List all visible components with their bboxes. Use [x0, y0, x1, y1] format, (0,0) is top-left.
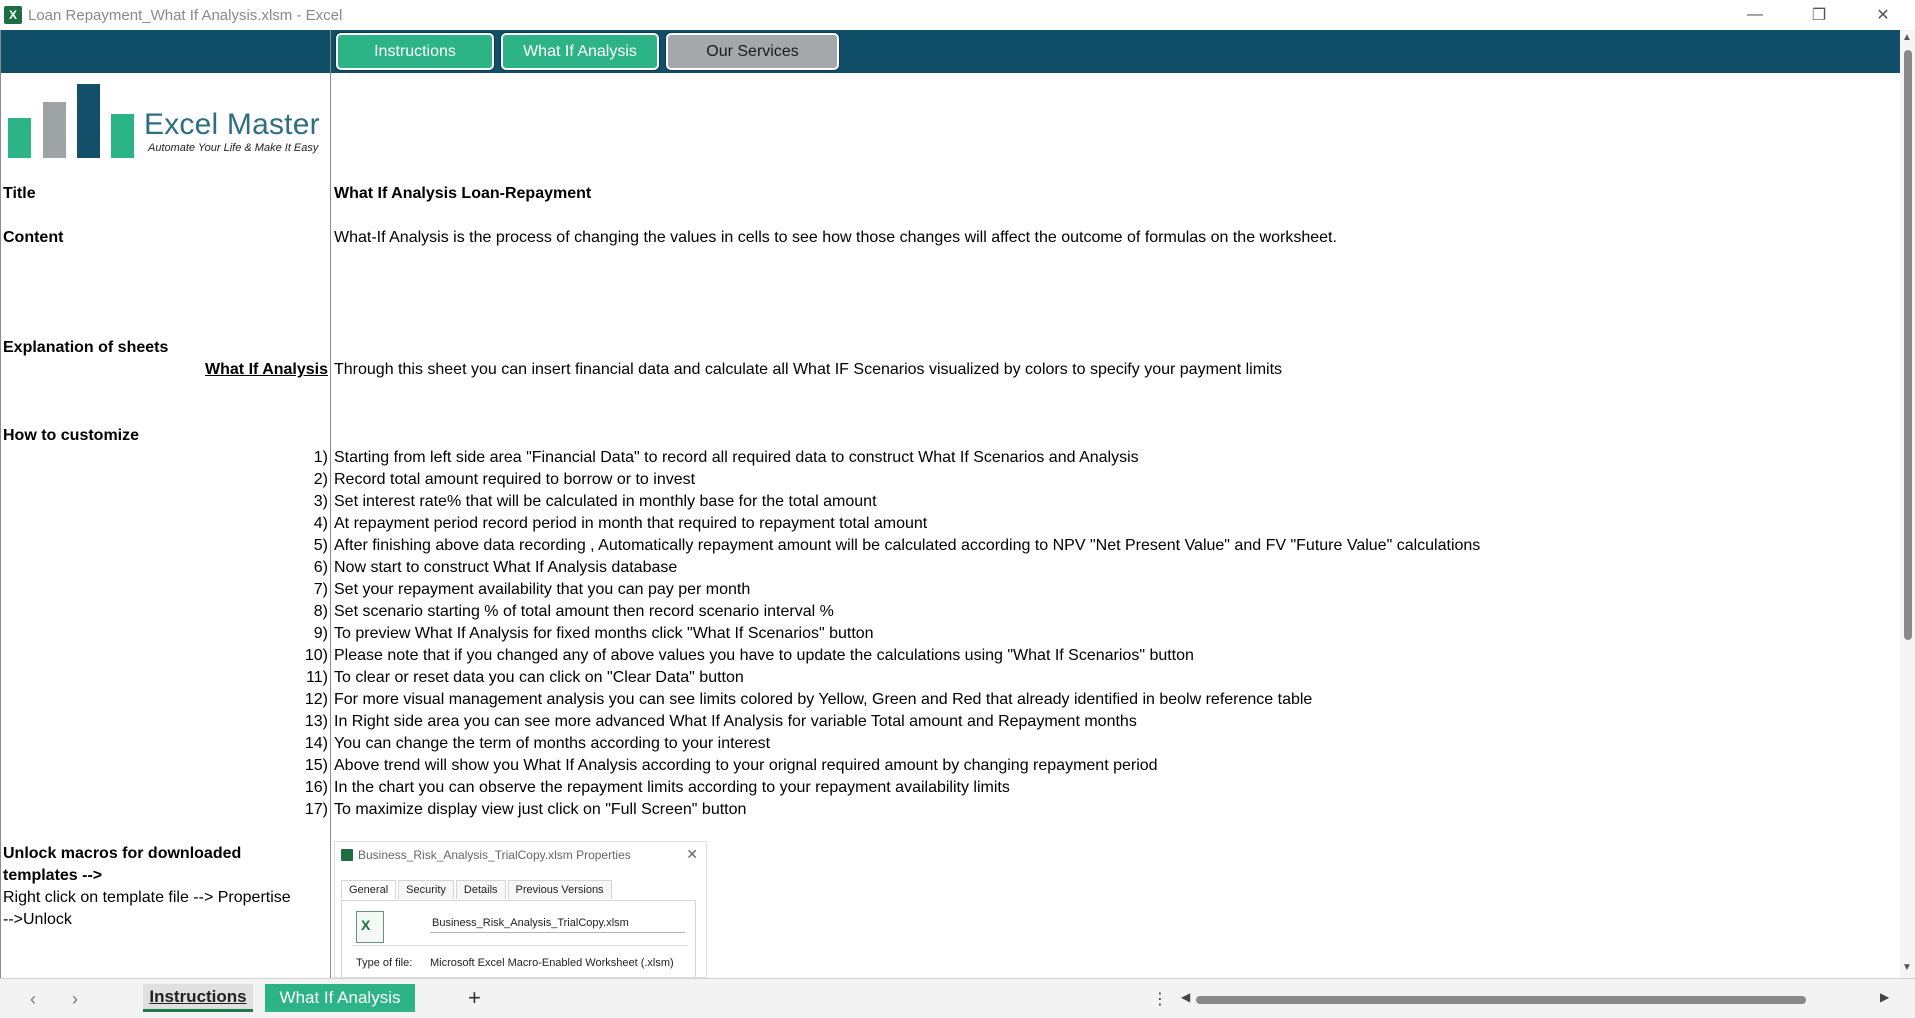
header-band: [0, 30, 1900, 73]
properties-divider: [352, 945, 688, 946]
properties-type-label: Type of file:: [356, 957, 413, 969]
unlock-heading-line1: Unlock macros for downloaded: [3, 845, 242, 862]
unlock-instructions-line2: -->Unlock: [3, 911, 72, 928]
content-label: Content: [3, 229, 64, 246]
more-options-icon[interactable]: ⋮: [1152, 991, 1168, 1008]
step-number: 11): [306, 669, 328, 686]
excel-app-icon: X: [4, 6, 22, 24]
prev-sheet-icon[interactable]: ‹: [30, 989, 36, 1009]
scroll-up-icon[interactable]: ▲: [1902, 32, 1912, 43]
step-number: 3): [313, 493, 328, 510]
instructions-button[interactable]: Instructions: [336, 33, 494, 70]
step-text: Set scenario starting % of total amount then record scenario interval %: [334, 603, 834, 620]
unlock-heading-line2: templates -->: [3, 867, 103, 884]
tab-details: Details: [456, 880, 506, 899]
step-number: 5): [313, 537, 328, 554]
step-text: In the chart you can observe the repayment limits according to your repayment availability limits: [334, 779, 1010, 796]
step-number: 1): [313, 449, 328, 466]
logo-bar-1: [8, 118, 31, 158]
step-number: 7): [313, 581, 328, 598]
vertical-scroll-thumb[interactable]: [1904, 50, 1912, 640]
tab-general: General: [341, 880, 396, 899]
restore-button[interactable]: ❐: [1811, 7, 1827, 24]
step-text: You can change the term of months according to your interest: [334, 735, 771, 752]
explanation-text: Through this sheet you can insert financial data and calculate all What IF Scenarios visualized by colors to specify your payment limits: [334, 361, 1283, 378]
scroll-right-icon[interactable]: ▶: [1880, 990, 1890, 1004]
step-text: At repayment period record period in month that required to repayment total amount: [334, 515, 928, 532]
our-services-button[interactable]: Our Services: [666, 33, 839, 70]
step-number: 6): [313, 559, 328, 576]
properties-dialog-title: [341, 848, 631, 862]
step-text: Record total amount required to borrow or to invest: [334, 471, 696, 488]
content-value: What-If Analysis is the process of changing the values in cells to see how those changes will affect the outcome of formulas on the worksheet.: [334, 229, 1337, 246]
customize-label: How to customize: [3, 427, 140, 444]
step-text: Set your repayment availability that you can pay per month: [334, 581, 751, 598]
properties-general-panel: [341, 900, 696, 978]
sheet-tab-instructions[interactable]: Instructions: [143, 984, 253, 1012]
step-text: To preview What If Analysis for fixed months click "What If Scenarios" button: [334, 625, 874, 642]
step-text: Now start to construct What If Analysis database: [334, 559, 678, 576]
step-text: For more visual management analysis you can see limits colored by Yellow, Green and Red that already identified in beolw reference table: [334, 691, 1313, 708]
tab-previous-versions: Previous Versions: [508, 880, 612, 899]
step-number: 14): [304, 735, 328, 752]
step-text: Please note that if you changed any of above values you have to update the calculations using "What If Scenarios" button: [334, 647, 1194, 664]
column-divider: [330, 30, 331, 978]
excel-document-icon: [356, 911, 384, 943]
sheet-left-border: [0, 30, 1, 978]
window-controls: [1723, 0, 1915, 30]
step-number: 17): [304, 801, 328, 818]
step-text: In Right side area you can see more advanced What If Analysis for variable Total amount and Repayment months: [334, 713, 1137, 730]
sheet-tab-bar: [0, 978, 1915, 1018]
explanation-label: Explanation of sheets: [3, 339, 169, 356]
window-title: Loan Repayment_What If Analysis.xlsm - Excel: [28, 6, 343, 24]
properties-tabs: [341, 880, 614, 899]
properties-type-value: Microsoft Excel Macro-Enabled Worksheet (.xlsm): [430, 957, 674, 969]
vertical-scrollbar[interactable]: [1900, 30, 1915, 978]
logo-tagline: Automate Your Life & Make It Easy: [148, 142, 319, 154]
step-text: After finishing above data recording , Automatically repayment amount will be calculated according to NPV "Net Present Value" and FV "Future Value" calculations: [334, 537, 1481, 554]
logo-bar-3: [77, 84, 100, 158]
logo-bar-2: [43, 102, 66, 158]
unlock-instructions-line1: Right click on template file --> Propertise: [3, 889, 291, 906]
next-sheet-icon[interactable]: ›: [72, 989, 78, 1009]
excel-master-logo: [8, 80, 326, 158]
add-sheet-icon[interactable]: +: [468, 985, 481, 1010]
tab-security: Security: [398, 880, 454, 899]
window-title-bar: [0, 0, 1915, 30]
step-number: 2): [313, 471, 328, 488]
step-number: 4): [313, 515, 328, 532]
title-label: Title: [3, 185, 36, 202]
scroll-down-icon[interactable]: ▼: [1902, 962, 1912, 973]
excel-file-icon: [341, 849, 353, 861]
step-number: 9): [313, 625, 328, 642]
horizontal-scroll-thumb[interactable]: [1196, 996, 1806, 1004]
title-value: What If Analysis Loan-Repayment: [334, 185, 592, 202]
properties-dialog-title-text: Business_Risk_Analysis_TrialCopy.xlsm Properties: [358, 848, 631, 862]
what-if-analysis-sheet-link[interactable]: What If Analysis: [205, 361, 328, 378]
step-number: 12): [304, 691, 328, 708]
step-text: Above trend will show you What If Analysis according to your orignal required amount by changing repayment period: [334, 757, 1158, 774]
step-text: To clear or reset data you can click on "Clear Data" button: [334, 669, 744, 686]
step-number: 10): [304, 647, 328, 664]
minimize-button[interactable]: —: [1747, 6, 1763, 23]
close-button[interactable]: ✕: [1876, 7, 1890, 24]
what-if-analysis-button[interactable]: What If Analysis: [501, 33, 659, 70]
step-number: 16): [304, 779, 328, 796]
logo-bar-4: [111, 114, 134, 158]
step-text: Set interest rate% that will be calculated in monthly base for the total amount: [334, 493, 877, 510]
logo-name: Excel Master: [144, 108, 320, 141]
step-number: 15): [304, 757, 328, 774]
scroll-left-icon[interactable]: ◀: [1181, 990, 1191, 1004]
step-number: 8): [313, 603, 328, 620]
close-icon: ✕: [686, 846, 698, 862]
step-number: 13): [304, 713, 328, 730]
step-text: Starting from left side area "Financial Data" to record all required data to construct What If Scenarios and Analysis: [334, 449, 1139, 466]
properties-dialog-image: [334, 841, 707, 978]
step-text: To maximize display view just click on "Full Screen" button: [334, 801, 747, 818]
sheet-tab-what-if-analysis[interactable]: What If Analysis: [265, 984, 415, 1012]
properties-filename: Business_Risk_Analysis_TrialCopy.xlsm: [430, 913, 685, 933]
